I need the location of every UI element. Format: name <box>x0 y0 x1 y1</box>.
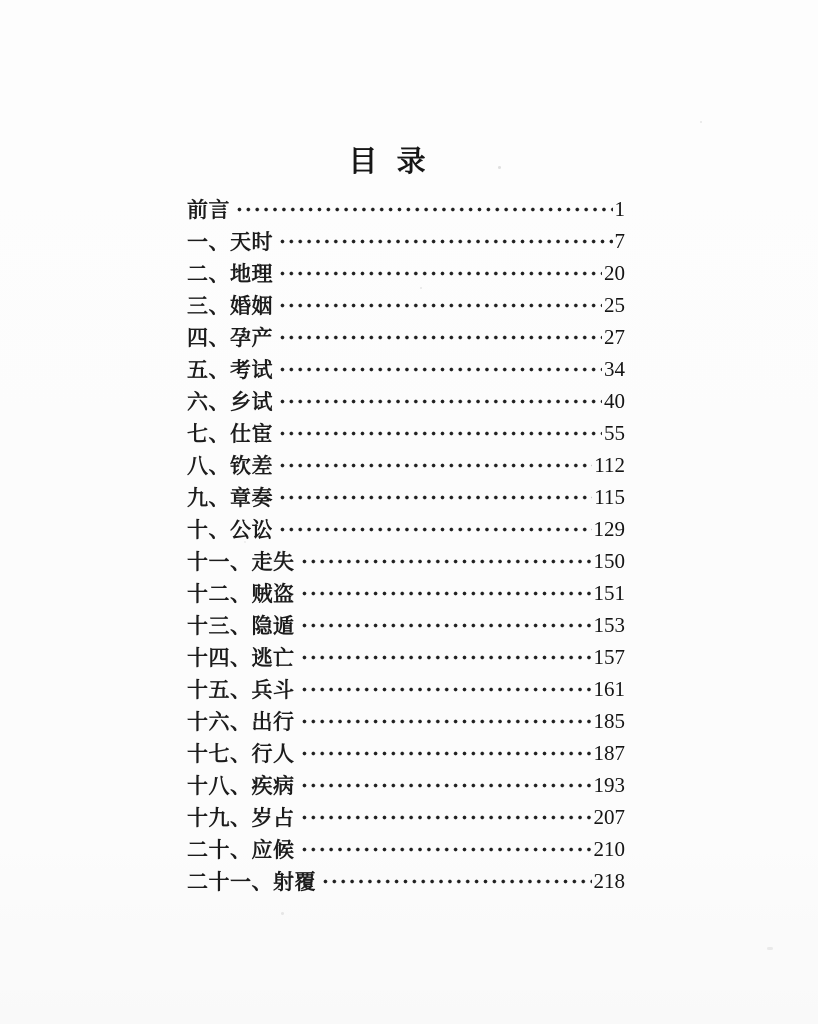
toc-entry-page-number: 20 <box>604 260 625 285</box>
scan-speck <box>244 541 246 543</box>
toc-entry <box>187 641 625 673</box>
toc-entry <box>187 801 625 833</box>
dot-leader <box>276 225 613 257</box>
toc-entry-label: 二十、应候 <box>187 838 295 862</box>
scan-speck <box>498 166 501 169</box>
toc-entry-label: 七、仕宦 <box>187 422 273 446</box>
toc-entry-page-number: 187 <box>593 740 625 765</box>
toc-entry-page-number: 34 <box>604 356 625 381</box>
toc-entry <box>187 257 625 289</box>
toc-entry <box>187 193 625 225</box>
toc-entry-page-number: 1 <box>614 196 625 221</box>
toc-entry <box>187 513 625 545</box>
toc-entry-label: 十六、出行 <box>187 710 295 734</box>
toc-entry-label: 十三、隐遁 <box>187 614 295 638</box>
toc-entry-page-number: 112 <box>594 452 625 477</box>
toc-entry-label: 八、钦差 <box>187 454 273 478</box>
dot-leader <box>298 769 592 801</box>
dot-leader <box>276 257 602 289</box>
toc-entry <box>187 705 625 737</box>
toc-entry-page-number: 40 <box>604 388 625 413</box>
dot-leader <box>276 449 592 481</box>
toc-entry-page-number: 153 <box>593 612 625 637</box>
toc-entry-label: 五、考试 <box>187 358 273 382</box>
toc-entry-page-number: 218 <box>593 868 625 893</box>
toc-entry-label: 十七、行人 <box>187 742 295 766</box>
toc-entry-page-number: 207 <box>593 804 625 829</box>
scan-speck <box>420 287 422 289</box>
toc-entry <box>187 321 625 353</box>
dot-leader <box>276 417 602 449</box>
scan-speck <box>767 947 773 950</box>
toc-entry-page-number: 115 <box>594 484 625 509</box>
dot-leader <box>233 193 613 225</box>
dot-leader <box>298 673 592 705</box>
dot-leader <box>298 609 592 641</box>
dot-leader <box>298 545 592 577</box>
toc-entry <box>187 577 625 609</box>
toc-entry <box>187 865 625 897</box>
dot-leader <box>298 577 592 609</box>
toc-entry-page-number: 27 <box>604 324 625 349</box>
toc-entry-label: 二十一、射覆 <box>187 870 316 894</box>
toc-entry-page-number: 150 <box>593 548 625 573</box>
toc-entry <box>187 609 625 641</box>
toc-entry-label: 前言 <box>187 198 230 222</box>
dot-leader <box>276 385 602 417</box>
toc-entry-label: 十、公讼 <box>187 518 273 542</box>
toc-entry-page-number: 193 <box>593 772 625 797</box>
dot-leader <box>276 513 592 545</box>
toc-entry-page-number: 185 <box>593 708 625 733</box>
toc-entry-label: 十五、兵斗 <box>187 678 295 702</box>
toc-entry-label: 二、地理 <box>187 262 273 286</box>
toc-entry <box>187 833 625 865</box>
toc-entry-label: 十四、逃亡 <box>187 646 295 670</box>
toc-entry-label: 十一、走失 <box>187 550 295 574</box>
toc-entry <box>187 673 625 705</box>
toc-entry-label: 十二、贼盗 <box>187 582 295 606</box>
toc-entry-page-number: 161 <box>593 676 625 701</box>
toc-entry <box>187 289 625 321</box>
toc-entry-label: 一、天时 <box>187 230 273 254</box>
toc-entry <box>187 545 625 577</box>
toc-entry-label: 三、婚姻 <box>187 294 273 318</box>
toc-entry-label: 四、孕产 <box>187 326 273 350</box>
dot-leader <box>276 481 592 513</box>
dot-leader <box>276 289 602 321</box>
dot-leader <box>276 321 602 353</box>
toc-entry-label: 十九、岁占 <box>187 806 295 830</box>
toc-entry-page-number: 129 <box>593 516 625 541</box>
toc-entry <box>187 417 625 449</box>
toc-entry <box>187 449 625 481</box>
toc-entry-page-number: 157 <box>593 644 625 669</box>
toc-list <box>187 193 625 897</box>
scan-speck <box>281 912 284 915</box>
toc-entry <box>187 481 625 513</box>
toc-entry-label: 十八、疾病 <box>187 774 295 798</box>
dot-leader <box>298 801 592 833</box>
toc-entry-label: 九、章奏 <box>187 486 273 510</box>
dot-leader <box>298 833 592 865</box>
dot-leader <box>298 641 592 673</box>
page-title: 目 录 <box>348 146 426 178</box>
toc-content <box>187 144 625 897</box>
toc-entry-page-number: 55 <box>604 420 625 445</box>
dot-leader <box>298 737 592 769</box>
dot-leader <box>319 865 592 897</box>
toc-entry-label: 六、乡试 <box>187 390 273 414</box>
toc-entry <box>187 353 625 385</box>
toc-entry <box>187 225 625 257</box>
scan-speck <box>700 121 702 123</box>
toc-entry-page-number: 25 <box>604 292 625 317</box>
toc-entry-page-number: 7 <box>614 228 625 253</box>
toc-entry <box>187 737 625 769</box>
toc-entry <box>187 769 625 801</box>
toc-entry-page-number: 151 <box>593 580 625 605</box>
toc-entry <box>187 385 625 417</box>
dot-leader <box>276 353 602 385</box>
dot-leader <box>298 705 592 737</box>
toc-entry-page-number: 210 <box>593 836 625 861</box>
